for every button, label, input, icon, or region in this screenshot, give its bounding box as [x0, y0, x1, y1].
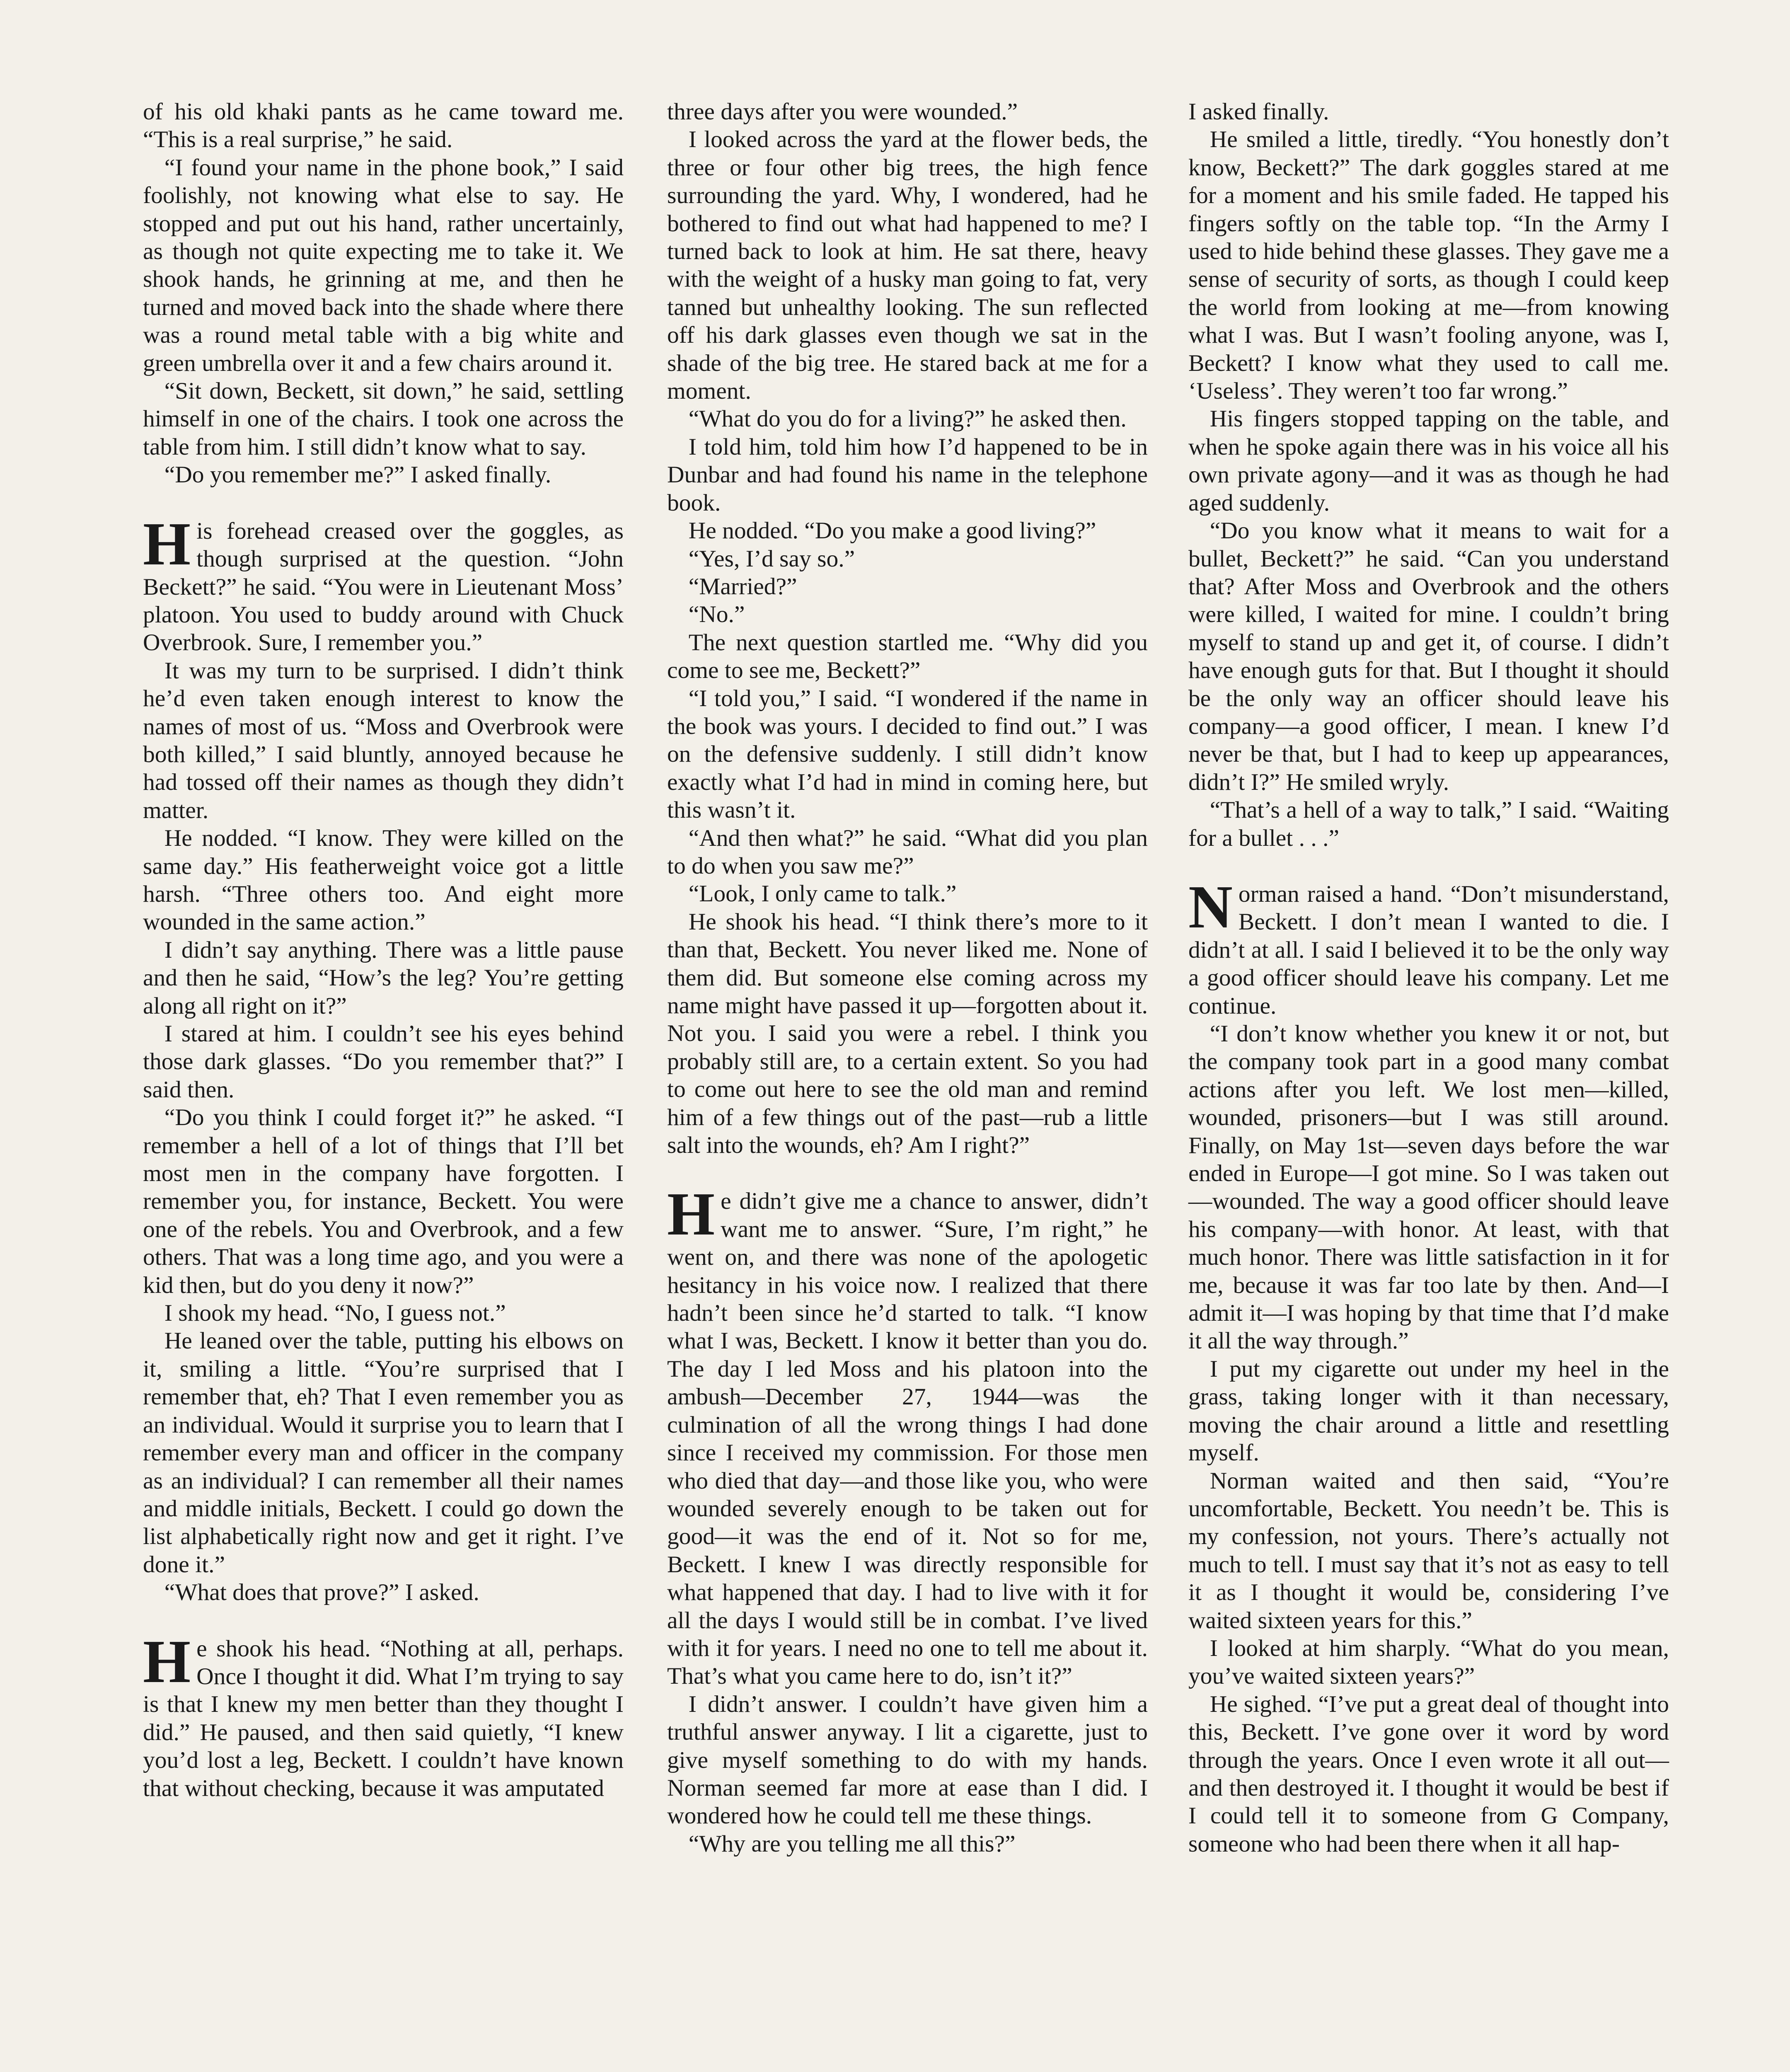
paragraph — [143, 657, 624, 824]
paragraph — [1188, 517, 1669, 796]
paragraph-text: He leaned over the table, putting his elbows on it, smiling a little. “You’re surprised that I remember that, eh? That I even remember you as an individual. Would it surprise you to learn that I remember every man and officer in the company as an individual? I can remember all their names and middle initials, Beckett. I could go down the list alphabetically right now and get it right. I’ve done it.” — [143, 1328, 624, 1578]
paragraph — [143, 377, 624, 461]
paragraph-text: I put my cigarette out under my heel in the grass, taking longer with it than necessary, moving the chair around a little and resettling myself. — [1188, 1356, 1669, 1466]
paragraph — [143, 98, 624, 154]
paragraph-text: He nodded. “Do you make a good living?” — [688, 518, 1096, 544]
paragraph-text: “Married?” — [688, 573, 797, 600]
paragraph — [667, 433, 1148, 517]
paragraph-text: “Do you remember me?” I asked finally. — [164, 462, 552, 488]
paragraph — [1188, 1467, 1669, 1634]
paragraph — [1188, 126, 1669, 405]
text-column-3 — [1188, 98, 1669, 1858]
paragraph — [667, 685, 1148, 824]
paragraph-text: “Do you know what it means to wait for a bullet, Beckett?” he said. “Can you understand that? After Moss and Overbrook and the others were killed, I waited for mine. I couldn’t bring myself to stand up and get it, of course. I didn’t have enough guts for that. But I thought it should be the only way an officer should leave his company—a good officer, I mean. I knew I’d never be that, but I had to keep up appearances, didn’t I?” He smiled wryly. — [1188, 518, 1669, 795]
paragraph-text: I told him, told him how I’d happened to be in Dunbar and had found his name in the telephone book. — [667, 433, 1148, 516]
paragraph — [143, 936, 624, 1020]
paragraph — [143, 1627, 624, 1802]
paragraph — [667, 1180, 1148, 1690]
paragraph — [667, 405, 1148, 433]
paragraph — [143, 1104, 624, 1299]
paragraph — [1188, 98, 1669, 126]
paragraph — [143, 824, 624, 936]
paragraph — [667, 1830, 1148, 1858]
paragraph — [1188, 1634, 1669, 1690]
paragraph-text: He shook his head. “I think there’s more to it than that, Beckett. You never liked me. None of them did. But someone else coming across my name might have passed it up—forgotten about it. Not you. I said you were a rebel. I think you probably still are, to a certain extent. So you had to come out here to see the old man and remind him of a few things out of the past—rub a little salt into the wounds, eh? Am I right?” — [667, 908, 1148, 1159]
paragraph-text: It was my turn to be surprised. I didn’t think he’d even taken enough interest to know the names of most of us. “Moss and Overbrook were both killed,” I said bluntly, annoyed because he had tossed off their names as though they didn’t matter. — [143, 657, 624, 823]
paragraph-text: is forehead creased over the goggles, as though surprised at the question. “John Beckett?” he said. “You were in Lieutenant Moss’ platoon. You used to buddy around with Chuck Overbrook. Sure, I remember you.” — [143, 518, 624, 656]
paragraph — [667, 824, 1148, 880]
paragraph-text: He nodded. “I know. They were killed on the same day.” His featherweight voice got a little harsh. “Three others too. And eight more wounded in the same action.” — [143, 825, 624, 935]
paragraph — [1188, 405, 1669, 517]
paragraph — [667, 545, 1148, 573]
paragraph-text: “I told you,” I said. “I wondered if the name in the book was yours. I decided to find out.” I was on the defensive suddenly. I still didn’t know exactly what I’d had in mind in coming here, but this wasn’t it. — [667, 685, 1148, 823]
drop-cap: N — [1188, 873, 1233, 941]
paragraph-text: three days after you were wounded.” — [667, 99, 1018, 125]
paragraph — [1188, 873, 1669, 1020]
paragraph — [143, 1578, 624, 1606]
text-column-2 — [667, 98, 1148, 1858]
paragraph-text: His fingers stopped tapping on the table, and when he spoke again there was in his voice all his own private agony—and it was as though he had aged suddenly. — [1188, 406, 1669, 516]
paragraph-text: e shook his head. “Nothing at all, perhaps. Once I thought it did. What I’m trying to say is that I knew my men better than they thought I did.” He paused, and then said quietly, “I knew you’d lost a leg, Beckett. I couldn’t have known that without checking, because it was amputated — [143, 1635, 624, 1801]
paragraph — [143, 461, 624, 489]
paragraph — [143, 1020, 624, 1104]
paragraph — [667, 1690, 1148, 1830]
paragraph-text: Norman waited and then said, “You’re uncomfortable, Beckett. You needn’t be. This is my confession, not yours. There’s actually not much to tell. I must say that it’s not as easy to tell it as I thought it would be, considering I’ve waited sixteen years for this.” — [1188, 1467, 1669, 1634]
paragraph-text: “That’s a hell of a way to talk,” I said. “Waiting for a bullet . . .” — [1188, 797, 1669, 851]
paragraph-text: e didn’t give me a chance to answer, didn’t want me to answer. “Sure, I’m right,” he went on, and there was none of the apologetic hesitancy in his voice now. I realized that there hadn’t been since he’d started to talk. “I know what I was, Beckett. I know it better than you do. The day I led Moss and his platoon into the ambush—December 27, 1944—was the culmination of all the wrong things I had done since I received my commission. For those men who died that day—and those like you, who were wounded severely enough to be taken out for good—it was the end of it. Not so for me, Beckett. I knew I was directly responsible for what happened that day. I had to live with it for all the days I would still be in combat. I’ve lived with it for years. I need no one to tell me about it. That’s what you came here to do, isn’t it?” — [667, 1188, 1148, 1690]
paragraph-text: “And then what?” he said. “What did you plan to do when you saw me?” — [667, 825, 1148, 879]
paragraph-text: The next question startled me. “Why did you come to see me, Beckett?” — [667, 629, 1148, 684]
paragraph — [1188, 1020, 1669, 1355]
paragraph-text: I didn’t answer. I couldn’t have given him a truthful answer anyway. I lit a cigarette, just to give myself something to do with my hands. Norman seemed far more at ease than I did. I wondered how he could tell me these things. — [667, 1691, 1148, 1829]
paragraph-text: “Look, I only came to talk.” — [688, 881, 957, 907]
paragraph — [1188, 796, 1669, 852]
paragraph — [667, 880, 1148, 908]
paragraph-text: I asked finally. — [1188, 99, 1329, 125]
paragraph-text: “I don’t know whether you knew it or not, but the company took part in a good many combat actions after you left. We lost men—killed, wounded, prisoners—but I was still around. Finally, on May 1st—seven days before the war ended in Europe—I got mine. So I was taken out—wounded. The way a good officer should leave his company—with honor. At least, with that much honor. There was little satisfaction in it for me, because it was far too late by then. And—I admit it—I was hoping by that time that I’d make it all the way through.” — [1188, 1021, 1669, 1354]
paragraph — [667, 600, 1148, 628]
paragraph-text: I shook my head. “No, I guess not.” — [164, 1300, 506, 1326]
paragraph — [667, 908, 1148, 1159]
paragraph-text: He sighed. “I’ve put a great deal of thought into this, Beckett. I’ve gone over it word by word through the years. Once I even wrote it all out—and then destroyed it. I thought it would be best if I could tell it to someone from G Company, someone who had been there when it all hap- — [1188, 1691, 1669, 1857]
paragraph-text: of his old khaki pants as he came toward me. “This is a real surprise,” he said. — [143, 99, 624, 153]
drop-cap: H — [667, 1180, 715, 1249]
paragraph-text: “What do you do for a living?” he asked then. — [688, 406, 1127, 432]
paragraph-text: “Sit down, Beckett, sit down,” he said, settling himself in one of the chairs. I took one across the table from him. I still didn’t know what to say. — [143, 378, 624, 460]
paragraph — [667, 126, 1148, 405]
paragraph-text: He smiled a little, tiredly. “You honestly don’t know, Beckett?” The dark goggles stared at me for a moment and his smile faded. He tapped his fingers softly on the table top. “In the Army I used to hide behind these glasses. They gave me a sense of security of sorts, as though I could keep the world from looking at me—from knowing what I was. But I wasn’t fooling anyone, was I, Beckett? I know what they used to call me. ‘Useless’. They weren’t too far wrong.” — [1188, 126, 1669, 404]
text-column-1 — [143, 98, 624, 1802]
paragraph — [667, 517, 1148, 545]
paragraph — [1188, 1690, 1669, 1858]
paragraph — [143, 510, 624, 657]
paragraph-text: “Yes, I’d say so.” — [688, 545, 855, 572]
paragraph-text: “Why are you telling me all this?” — [688, 1830, 1016, 1857]
paragraph — [143, 1327, 624, 1578]
paragraph-text: “No.” — [688, 601, 745, 628]
paragraph — [667, 98, 1148, 126]
paragraph — [667, 629, 1148, 685]
paragraph — [143, 1299, 624, 1327]
paragraph — [143, 154, 624, 377]
paragraph-text: “Do you think I could forget it?” he asked. “I remember a hell of a lot of things that I’ll bet most men in the company have forgotten. I remember you, for instance, Beckett. You were one of the rebels. You and Overbrook, and a few others. That was a long time ago, and you were a kid then, but do you deny it now?” — [143, 1104, 624, 1298]
paragraph-text: I stared at him. I couldn’t see his eyes behind those dark glasses. “Do you remember that?” I said then. — [143, 1021, 624, 1103]
paragraph-text: orman raised a hand. “Don’t misunderstand, Beckett. I don’t mean I wanted to die. I didn’t at all. I said I believed it to be the only way a good officer should leave his company. Let me continue. — [1188, 881, 1669, 1019]
paragraph-text: I looked at him sharply. “What do you mean, you’ve waited sixteen years?” — [1188, 1635, 1669, 1690]
drop-cap: H — [143, 1627, 191, 1696]
paragraph-text: I looked across the yard at the flower beds, the three or four other big trees, the high fence surrounding the yard. Why, I wondered, had he bothered to find out what had happened to me? I turned back to look at him. He sat there, heavy with the weight of a husky man going to fat, very tanned but unhealthy looking. The sun reflected off his dark glasses even though we sat in the shade of the big tree. He stared back at me for a moment. — [667, 126, 1148, 404]
paragraph-text: “I found your name in the phone book,” I said foolishly, not knowing what else to say. He stopped and put out his hand, rather uncertainly, as though not quite expecting me to take it. We shook hands, he grinning at me, and then he turned and moved back into the shade where there was a round metal table with a big white and green umbrella over it and a few chairs around it. — [143, 154, 624, 376]
drop-cap: H — [143, 510, 191, 578]
paragraph-text: I didn’t say anything. There was a little pause and then he said, “How’s the leg? You’re getting along all right on it?” — [143, 937, 624, 1019]
paragraph-text: “What does that prove?” I asked. — [164, 1579, 479, 1606]
paragraph — [667, 573, 1148, 600]
paragraph — [1188, 1355, 1669, 1467]
